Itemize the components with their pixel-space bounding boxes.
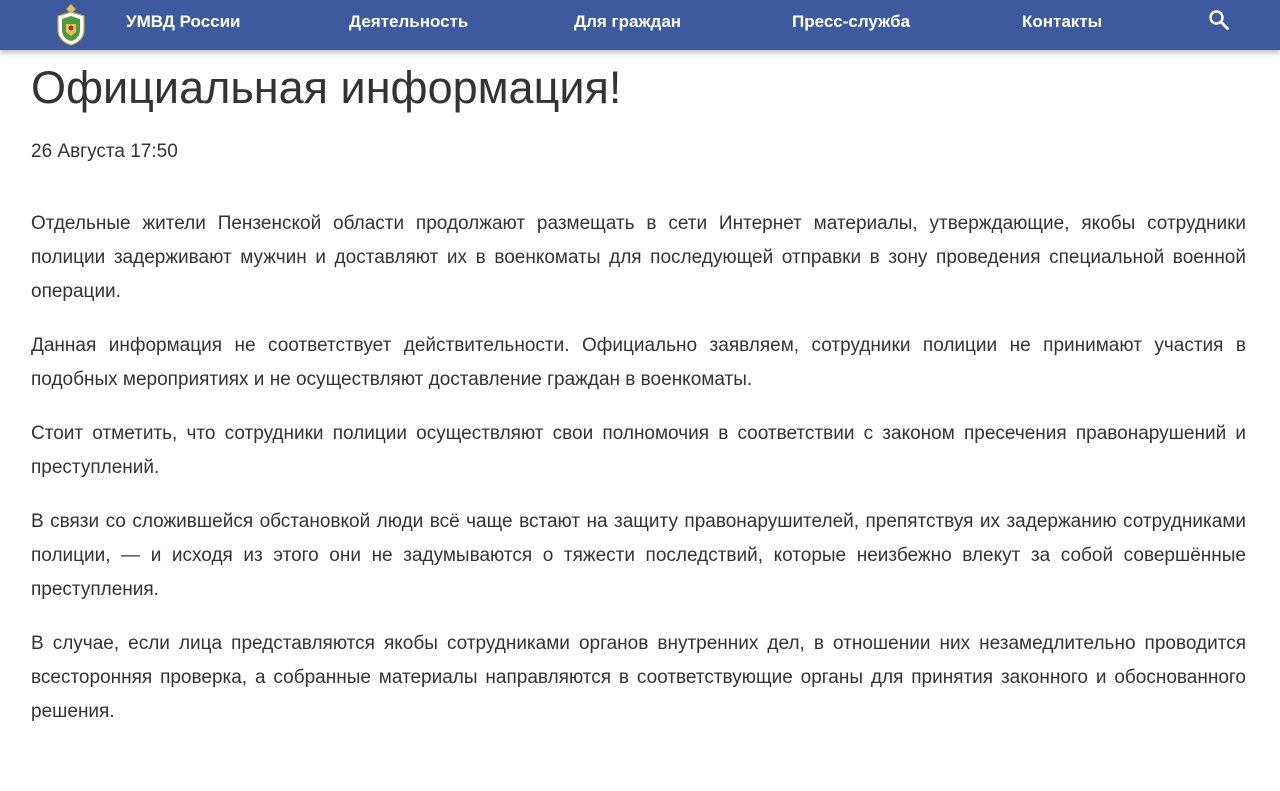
nav-item-contacts[interactable]: Контакты: [1022, 12, 1103, 31]
article-paragraph: Отдельные жители Пензенской области продолжают размещать в сети Интернет материалы, утверждающие, якобы сотрудники полиции задерживают мужчин и доставляют их в военкоматы для последующей отправки в зону проведения специальной военной операции.: [31, 213, 1246, 302]
search-icon[interactable]: [1208, 9, 1230, 31]
publication-date: 26 Августа 17:50: [31, 141, 178, 162]
article-body: [31, 207, 1246, 749]
nav-item-umvd-russia[interactable]: УМВД России: [126, 12, 241, 31]
article-paragraph: Данная информация не соответствует действительности. Официально заявляем, сотрудники полиции не принимают участия в подобных мероприятиях и не осуществляют доставление граждан в военкоматы.: [31, 335, 1246, 390]
top-navigation-bar: [0, 0, 1280, 50]
nav-item-for-citizens[interactable]: Для граждан: [574, 12, 682, 31]
nav-item-activity[interactable]: Деятельность: [349, 12, 469, 31]
nav-item-press-service[interactable]: Пресс-служба: [792, 12, 911, 31]
article-paragraph: В связи со сложившейся обстановкой люди всё чаще встают на защиту правонарушителей, препятствуя их задержанию сотрудниками полиции, — и исходя из этого они не задумываются о тяжести последствий, которые неизбежно влекут за собой совершённые преступления.: [31, 511, 1246, 600]
emblem-icon[interactable]: [54, 2, 88, 46]
page-title: Официальная информация!: [31, 62, 622, 113]
article-paragraph: Стоит отметить, что сотрудники полиции осуществляют свои полномочия в соответствии с законом пресечения правонарушений и преступлений.: [31, 423, 1246, 478]
article-paragraph: В случае, если лица представляются якобы сотрудниками органов внутренних дел, в отношении них незамедлительно проводится всесторонняя проверка, а собранные материалы направляются в соответствующие органы для принятия законного и обоснованного решения.: [31, 633, 1246, 722]
